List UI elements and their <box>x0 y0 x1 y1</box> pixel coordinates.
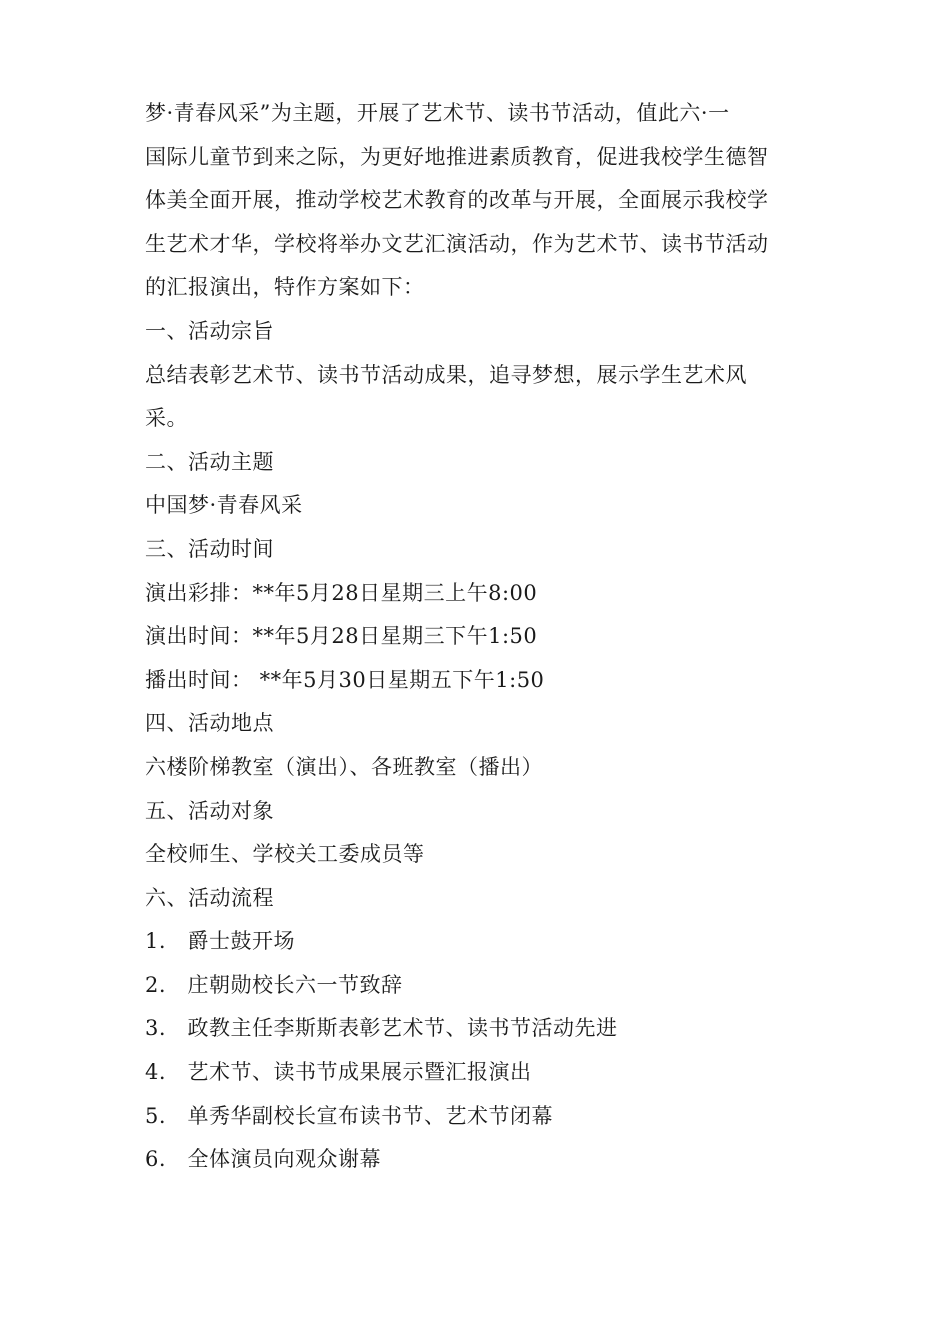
section-heading-audience: 五、活动对象 <box>145 798 274 823</box>
section-heading-location: 四、活动地点 <box>145 711 274 736</box>
section-heading-purpose: 一、活动宗旨 <box>145 318 274 343</box>
intro-line-3: 体美全面开展，推动学校艺术教育的改革与开展，全面展示我校学 <box>145 188 769 213</box>
purpose-line-1: 总结表彰艺术节、读书节活动成果，追寻梦想，展示学生艺术风 <box>145 362 747 387</box>
program-item-6: 6. 全体演员向观众谢幕 <box>145 1147 382 1172</box>
document-body <box>145 92 805 1182</box>
program-item-1: 1. 爵士鼓开场 <box>145 929 296 954</box>
purpose-line-2: 采。 <box>145 406 188 431</box>
intro-line-2: 国际儿童节到来之际，为更好地推进素质教育，促进我校学生德智 <box>145 144 769 169</box>
intro-line-1: 梦·青春风采”为主题，开展了艺术节、读书节活动，值此六·一 <box>145 101 730 125</box>
section-heading-program: 六、活动流程 <box>145 885 274 910</box>
program-item-4: 4. 艺术节、读书节成果展示暨汇报演出 <box>145 1060 532 1085</box>
time-broadcast: 播出时间： **年5月30日星期五下午1:50 <box>145 667 545 692</box>
program-item-3: 3. 政教主任李斯斯表彰艺术节、读书节活动先进 <box>145 1016 618 1041</box>
section-heading-time: 三、活动时间 <box>145 536 274 561</box>
section-heading-theme: 二、活动主题 <box>145 449 274 474</box>
time-performance: 演出时间：**年5月28日星期三下午1:50 <box>145 624 538 649</box>
theme-line: 中国梦·青春风采 <box>145 493 303 518</box>
intro-line-5: 的汇报演出，特作方案如下： <box>145 275 425 300</box>
program-item-2: 2. 庄朝勋校长六一节致辞 <box>145 972 403 997</box>
intro-line-4: 生艺术才华，学校将举办文艺汇演活动，作为艺术节、读书节活动 <box>145 231 769 256</box>
location-line: 六楼阶梯教室（演出）、各班教室（播出） <box>145 754 543 779</box>
program-item-5: 5. 单秀华副校长宣布读书节、艺术节闭幕 <box>145 1103 554 1128</box>
time-rehearsal: 演出彩排：**年5月28日星期三上午8:00 <box>145 580 538 605</box>
audience-line: 全校师生、学校关工委成员等 <box>145 842 425 867</box>
